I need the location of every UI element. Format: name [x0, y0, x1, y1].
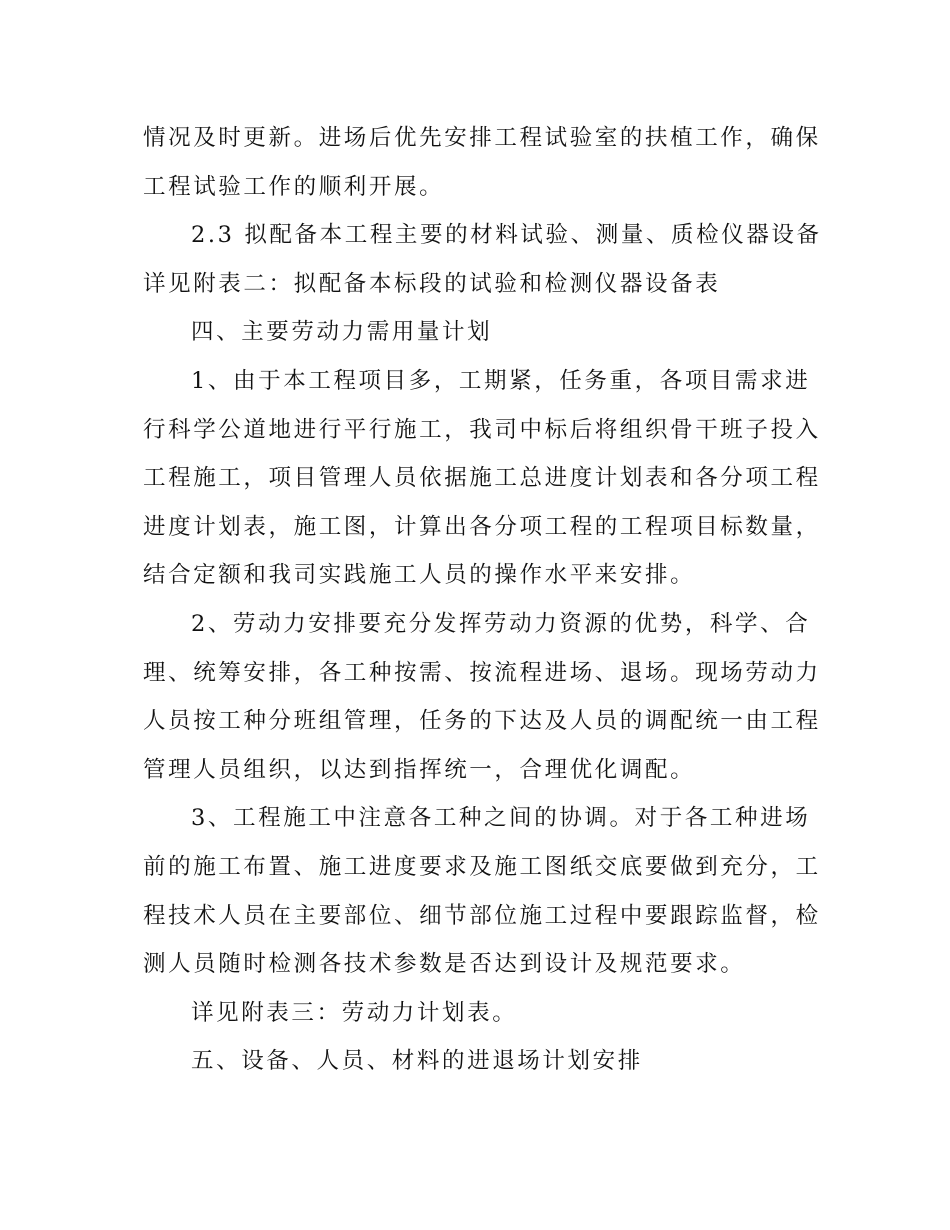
- text-line: 结合定额和我司实践施工人员的操作水平来安排。: [143, 562, 696, 589]
- text-line: 2.3 拟配备本工程主要的材料试验、测量、质检仪器设备: [191, 222, 822, 249]
- text-line: 2、劳动力安排要充分发挥劳动力资源的优势，科学、合: [191, 610, 811, 637]
- text-line: 前的施工布置、施工进度要求及施工图纸交底要做到充分，工: [143, 853, 821, 880]
- text-line: 详见附表三：劳动力计划表。: [191, 999, 518, 1026]
- text-line: 程技术人员在主要部位、细节部位施工过程中要跟踪监督，检: [143, 902, 821, 929]
- text-line: 详见附表二：拟配备本标段的试验和检测仪器设备表: [143, 270, 721, 297]
- text-line: 进度计划表，施工图，计算出各分项工程的工程项目标数量，: [143, 513, 821, 540]
- text-line: 测人员随时检测各技术参数是否达到设计及规范要求。: [143, 951, 746, 978]
- text-line: 3、工程施工中注意各工种之间的协调。对于各工种进场: [191, 805, 811, 832]
- text-line: 工程试验工作的顺利开展。: [143, 173, 445, 200]
- section-heading: 四、主要劳动力需用量计划: [191, 319, 493, 346]
- text-line: 行科学公道地进行平行施工，我司中标后将组织骨干班子投入: [143, 416, 821, 443]
- section-heading: 五、设备、人员、材料的进退场计划安排: [191, 1048, 643, 1075]
- text-line: 情况及时更新。进场后优先安排工程试验室的扶植工作，确保: [143, 125, 821, 151]
- text-line: 1、由于本工程项目多，工期紧，任务重，各项目需求进: [191, 367, 811, 394]
- document-body: [143, 114, 822, 1086]
- text-line: 理、统筹安排，各工种按需、按流程进场、退场。现场劳动力: [143, 659, 821, 686]
- text-line: 管理人员组织，以达到指挥统一，合理优化调配。: [143, 756, 696, 783]
- text-line: 工程施工，项目管理人员依据施工总进度计划表和各分项工程: [143, 465, 821, 492]
- text-line: 人员按工种分班组管理，任务的下达及人员的调配统一由工程: [143, 708, 821, 735]
